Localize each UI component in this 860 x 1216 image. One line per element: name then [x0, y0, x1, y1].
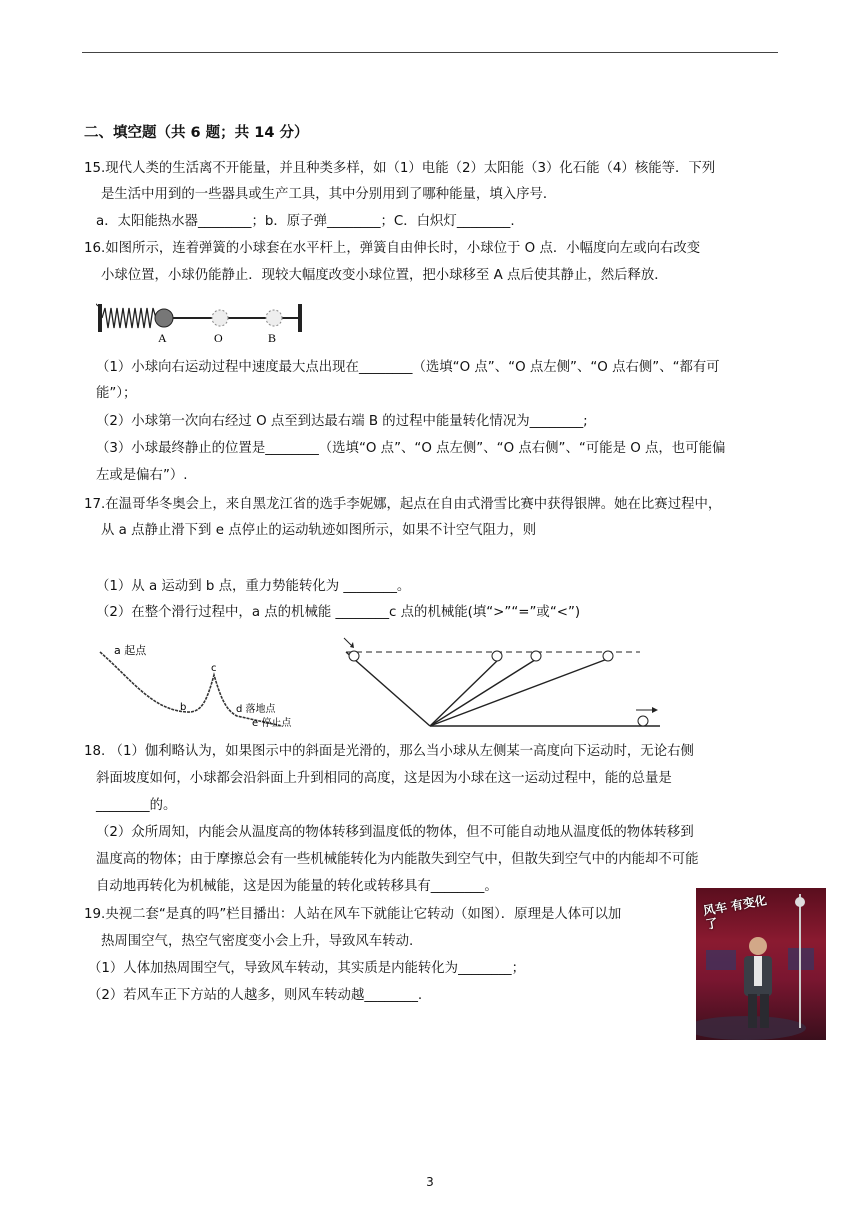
text-line-q19_4: （2）若风车正下方站的人越多，则风车转动越________. — [88, 988, 423, 1003]
text-line-q18_3: ________的。 — [96, 798, 177, 813]
ball-a — [155, 309, 173, 327]
text-line-q18_5: 温度高的物体；由于摩擦总会有一些机械能转化为内能散失到空气中，但散失到空气中的内能却不可能 — [96, 852, 699, 867]
spring-coil — [102, 308, 160, 328]
text-line-q17_2: 从 a 点静止滑下到 e 点停止的运动轨迹如图所示，如果不计空气阻力，则 — [101, 523, 537, 538]
text-line-q15_1: 15.现代人类的生活离不开能量，并且种类多样，如（1）电能（2）太阳能（3）化石能（4）核能等．下列 — [84, 161, 716, 176]
text-line-q19_1: 19.央视二套“是真的吗”栏目播出：人站在风车下就能让它转动（如图）．原理是人体可以加 — [84, 907, 622, 922]
ball-b — [266, 310, 282, 326]
text-line-q17_4: （2）在整个滑行过程中，a 点的机械能 ________c 点的机械能(填“>”“=”或“<”) — [96, 605, 581, 620]
ball-o — [212, 310, 228, 326]
text-line-q19_2: 热周围空气，热空气密度变小会上升，导致风车转动. — [101, 934, 414, 949]
svg-text:d 落地点: d 落地点 — [236, 704, 276, 715]
svg-text:b: b — [180, 702, 187, 713]
svg-text:c: c — [211, 663, 217, 674]
text-line-q15_2: 是生活中用到的一些器具或生产工具，其中分别用到了哪种能量，填入序号． — [101, 187, 557, 202]
svg-text:e 停止点: e 停止点 — [252, 718, 292, 729]
text-line-q17_1: 17.在温哥华冬奥会上，来自黑龙江省的选手李妮娜，起点在自由式滑雪比赛中获得银牌。她在比赛过程中， — [84, 497, 722, 512]
text-line-q16_7: 左或是偏右”）. — [96, 468, 188, 483]
tv-show-photo — [696, 888, 826, 1040]
text-line-q18_1: 18. （1）伽利略认为，如果图示中的斜面是光滑的，那么当小球从左侧某一高度向下运动时，无论右侧 — [84, 744, 694, 759]
svg-text:a 起点: a 起点 — [114, 644, 147, 657]
text-line-q16_2: 小球位置，小球仍能静止．现较大幅度改变小球位置，把小球移至 A 点后使其静止，然后释放． — [101, 268, 668, 283]
page-number: 3 — [426, 1175, 434, 1189]
text-line-q16_3: （1）小球向右运动过程中速度最大点出现在________（选填“O 点”、“O 点左侧”、“O 点右侧”、“都有可 — [96, 360, 720, 375]
text-line-q16_6: （3）小球最终静止的位置是________（选填“O 点”、“O 点左侧”、“O 点右侧”、“可能是 O 点，也可能偏 — [96, 441, 726, 456]
text-line-q18_4: （2）众所周知，内能会从温度高的物体转移到温度低的物体，但不可能自动地从温度低的物体转移到 — [96, 825, 694, 840]
label-o: O — [214, 331, 223, 345]
text-line-q17_3: （1）从 a 运动到 b 点，重力势能转化为 ________。 — [96, 579, 411, 594]
text-line-q18_6: 自动地再转化为机械能，这是因为能量的转化或转移具有________。 — [96, 879, 498, 894]
label-a: A — [158, 331, 167, 345]
text-line-q18_2: 斜面坡度如何，小球都会沿斜面上升到相同的高度，这是因为小球在这一运动过程中，能的总量是 — [96, 771, 672, 786]
text-line-q16_1: 16.如图所示，连着弹簧的小球套在水平杆上，弹簧自由伸长时，小球位于 O 点．小幅度向左或向右改变 — [84, 241, 701, 256]
text-line-q19_3: （1）人体加热周围空气，导致风车转动，其实质是内能转化为________； — [88, 961, 526, 976]
inclined-planes-figure — [340, 636, 665, 732]
spring-ball-figure — [96, 296, 310, 346]
label-b: B — [268, 331, 277, 345]
text-line-q16_4: 能”）； — [96, 386, 137, 401]
header-rule — [82, 52, 778, 53]
section-heading: 二、填空题（共 6 题；共 14 分） — [84, 125, 309, 141]
ski-trajectory-figure — [92, 640, 302, 734]
tv-caption: 风车 有变化了 — [702, 893, 768, 932]
text-line-q15_3: a．太阳能热水器________；b．原子弹________；C．白炽灯________. — [96, 214, 515, 229]
text-line-q16_5: （2）小球第一次向右经过 O 点至到达最右端 B 的过程中能量转化情况为________; — [96, 414, 588, 429]
